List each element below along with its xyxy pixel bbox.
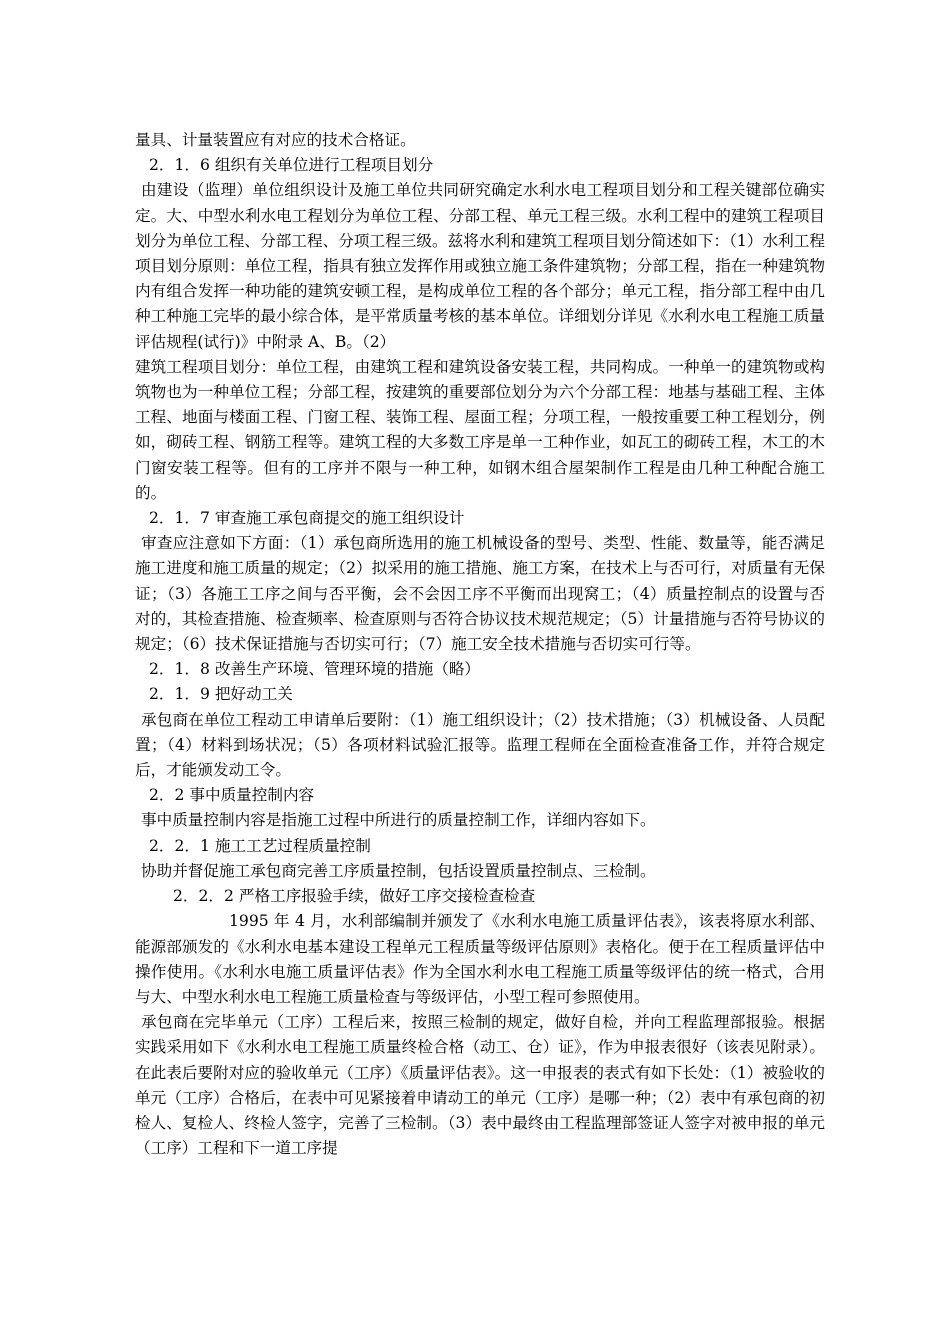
paragraph-start-approval: 承包商在单位工程动工申请单后要附：（1）施工组织设计；（2）技术措施；（3）机械设备、人员配置；（4）材料到场状况；（5）各项材料试验汇报等。监理工程师在全面检查准备工作，并符合规定后，才能颁发动工令。	[135, 710, 825, 780]
section-heading-2-2-2: 2．2．2 严格工序报验手续，做好工序交接检查检查	[173, 887, 536, 906]
section-heading-2-1-7: 2．1．7 审查施工承包商提交的施工组织设计	[149, 509, 465, 528]
paragraph-process-quality: 协助并督促施工承包商完善工序质量控制，包括设置质量控制点、三检制。	[141, 861, 656, 880]
document-body	[135, 128, 825, 1161]
section-heading-2-1-8: 2．1．8 改善生产环境、管理环境的措施（略）	[149, 660, 481, 679]
paragraph-project-division: 由建设（监理）单位组织设计及施工单位共同研究确定水利水电工程项目划分和工程关键部位确实定。大、中型水利水电工程划分为单位工程、分部工程、单元工程三级。水利工程中的建筑工程项目划分为单位工程、分部工程、分项工程三级。兹将水利和建筑工程项目划分简述如下：（1）水利工程项目划分原则：单位工程，指具有独立发挥作用或独立施工条件建筑物；分部工程，指在一种建筑物内有组合发挥一种功能的建筑安顿工程，是构成单位工程的各个部分；单元工程，指分部工程中由几种工种施工完毕的最小综合体，是平常质量考核的基本单位。详细划分详见《水利水电工程施工质量评估规程(试行)》中附录 A、B。（2）	[135, 181, 825, 351]
section-heading-2-1-6: 2．1．6 组织有关单位进行工程项目划分	[149, 156, 434, 175]
paragraph-in-process-control: 事中质量控制内容是指施工过程中所进行的质量控制工作，详细内容如下。	[141, 811, 656, 830]
section-heading-2-2-1: 2．2．1 施工工艺过程质量控制	[149, 836, 371, 855]
paragraph-continuation: 量具、计量装置应有对应的技术合格证。	[135, 131, 416, 149]
paragraph-evaluation-table: 1995 年 4 月，水利部编制并颁发了《水利水电施工质量评估表》，该表将原水利部、能源部颁发的《水利水电基本建设工程单元工程质量等级评估原则》表格化。便于在工程质量评估中操作使用。《水利水电施工质量评估表》作为全国水利水电工程施工质量等级评估的统一格式，合用与大、中型水利水电工程施工质量检查与等级评估，小型工程可参照使用。	[135, 912, 825, 1006]
section-heading-2-1-9: 2．1．9 把好动工关	[149, 685, 293, 704]
paragraph-building-division: 建筑工程项目划分：单位工程，由建筑工程和建筑设备安装工程，共同构成。一种单一的建筑物或构筑物也为一种单位工程；分部工程，按建筑的重要部位划分为六个分部工程：地基与基础工程、主体工程、地面与楼面工程、门窗工程、装饰工程、屋面工程；分项工程，一般按重要工种工程划分，例如，砌砖工程、钢筋工程等。建筑工程的大多数工序是单一工种作业，如瓦工的砌砖工程，木工的木门窗安装工程等。但有的工序并不限与一种工种，如钢木组合屋架制作工程是由几种工种配合施工的。	[135, 357, 825, 502]
paragraph-review-points: 审查应注意如下方面：（1）承包商所选用的施工机械设备的型号、类型、性能、数量等，能否满足施工进度和施工质量的规定；（2）拟采用的施工措施、施工方案，在技术上与否可行，对质量有无保证；（3）各施工工序之间与否平衡，会不会因工序不平衡而出现窝工；（4）质量控制点的设置与否对的，其检查措施、检查频率、检查原则与否符合协议技术规范规定；（5）计量措施与否符号协议的规定；（6）技术保证措施与否切实可行；（7）施工安全技术措施与否切实可行等。	[135, 534, 825, 654]
section-heading-2-2: 2．2 事中质量控制内容	[149, 786, 315, 805]
paragraph-inspection-report: 承包商在完毕单元（工序）工程后来，按照三检制的规定，做好自检，并向工程监理部报验。根据实践采用如下《水利水电工程施工质量终检合格（动工、仓）证》，作为申报表很好（该表见附录）。在此表后要附对应的验收单元（工序）《质量评估表》。这一申报表的表式有如下长处：（1）被验收的单元（工序）合格后，在表中可见紧接着申请动工的单元（工序）是哪一种；（2）表中有承包商的初检人、复检人、终检人签字，完善了三检制。（3）表中最终由工程监理部签证人签字对被申报的单元（工序）工程和下一道工序提	[135, 1013, 825, 1158]
